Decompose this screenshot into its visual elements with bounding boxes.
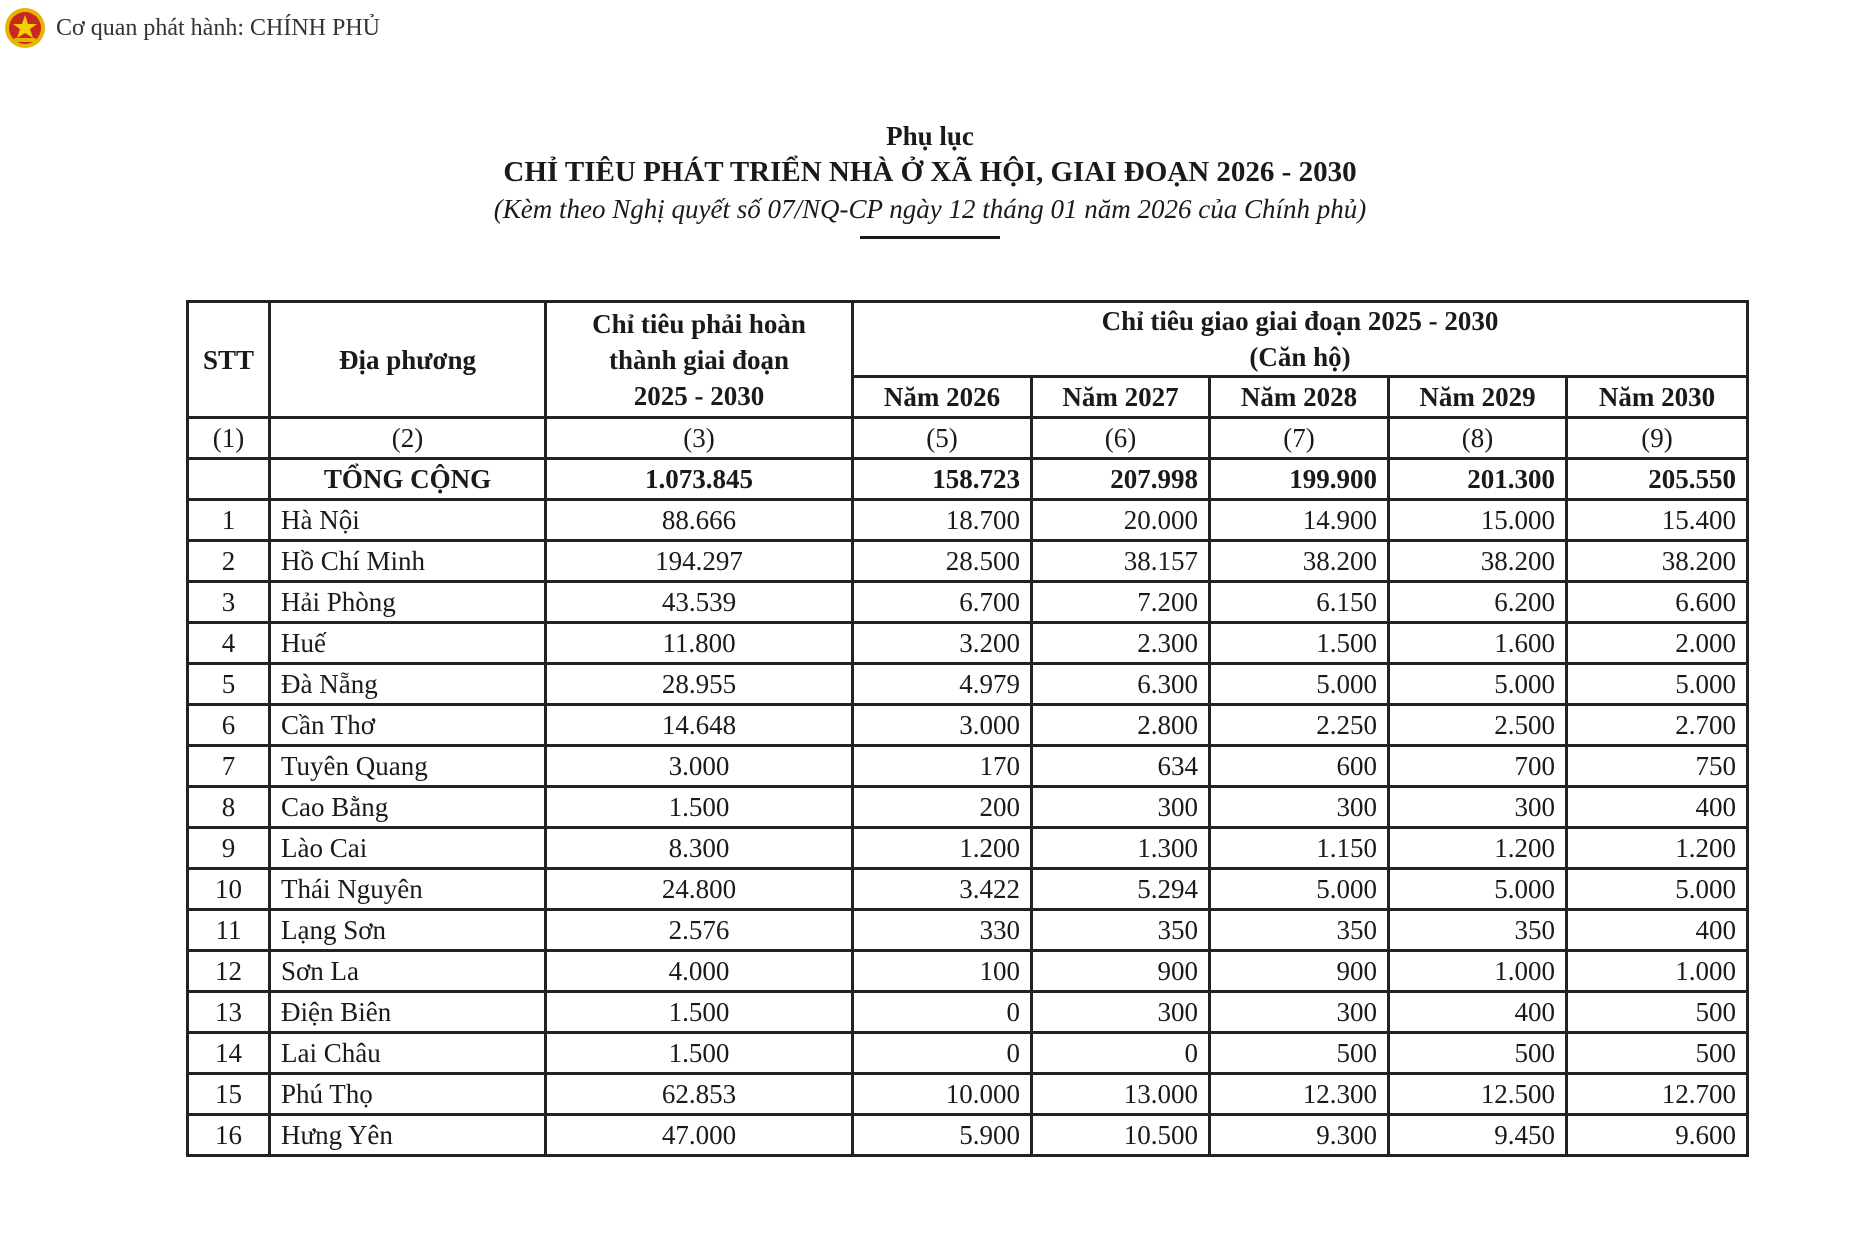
row-year-value: 38.200: [1389, 541, 1567, 582]
column-number: (7): [1210, 418, 1389, 459]
row-stt: 7: [188, 746, 270, 787]
row-locality: Điện Biên: [270, 992, 546, 1033]
table-row: [188, 910, 1748, 951]
row-year-value: 1.200: [853, 828, 1032, 869]
row-stt: 9: [188, 828, 270, 869]
issuer-bar: [4, 6, 380, 50]
header-target-line: Chỉ tiêu phải hoàn: [592, 308, 806, 339]
row-stt: 14: [188, 1033, 270, 1074]
column-number: (8): [1389, 418, 1567, 459]
row-year-value: 900: [1032, 951, 1210, 992]
row-target: 194.297: [546, 541, 853, 582]
row-locality: Cần Thơ: [270, 705, 546, 746]
row-year-value: 38.200: [1210, 541, 1389, 582]
row-target: 28.955: [546, 664, 853, 705]
row-year-value: 9.600: [1567, 1115, 1748, 1156]
row-year-value: 0: [853, 1033, 1032, 1074]
column-number: (6): [1032, 418, 1210, 459]
row-target: 3.000: [546, 746, 853, 787]
row-locality: Hồ Chí Minh: [270, 541, 546, 582]
row-year-value: 400: [1567, 787, 1748, 828]
row-target: 4.000: [546, 951, 853, 992]
table-row: [188, 992, 1748, 1033]
row-year-value: 0: [1032, 1033, 1210, 1074]
total-value: 201.300: [1389, 459, 1567, 500]
row-year-value: 12.300: [1210, 1074, 1389, 1115]
row-year-value: 10.000: [853, 1074, 1032, 1115]
document-heading: [0, 118, 1860, 239]
header-yearly-group: [853, 302, 1748, 377]
row-target: 11.800: [546, 623, 853, 664]
row-year-value: 300: [1032, 787, 1210, 828]
row-year-value: 170: [853, 746, 1032, 787]
row-year-value: 3.422: [853, 869, 1032, 910]
row-year-value: 28.500: [853, 541, 1032, 582]
row-locality: Hưng Yên: [270, 1115, 546, 1156]
row-year-value: 300: [1389, 787, 1567, 828]
header-year: Năm 2027: [1032, 377, 1210, 418]
row-target: 47.000: [546, 1115, 853, 1156]
column-number: (9): [1567, 418, 1748, 459]
row-year-value: 2.500: [1389, 705, 1567, 746]
row-year-value: 200: [853, 787, 1032, 828]
row-year-value: 5.000: [1389, 869, 1567, 910]
row-target: 14.648: [546, 705, 853, 746]
row-year-value: 38.200: [1567, 541, 1748, 582]
row-stt: 10: [188, 869, 270, 910]
header-locality: Địa phương: [270, 302, 546, 418]
row-year-value: 5.294: [1032, 869, 1210, 910]
row-stt: 15: [188, 1074, 270, 1115]
row-year-value: 350: [1210, 910, 1389, 951]
row-year-value: 1.150: [1210, 828, 1389, 869]
table-row: [188, 869, 1748, 910]
table-row: [188, 1033, 1748, 1074]
row-stt: 16: [188, 1115, 270, 1156]
row-year-value: 12.700: [1567, 1074, 1748, 1115]
row-year-value: 5.000: [1210, 664, 1389, 705]
total-value: 205.550: [1567, 459, 1748, 500]
row-stt: 4: [188, 623, 270, 664]
row-year-value: 400: [1389, 992, 1567, 1033]
row-year-value: 13.000: [1032, 1074, 1210, 1115]
row-year-value: 5.000: [1567, 869, 1748, 910]
row-year-value: 6.600: [1567, 582, 1748, 623]
row-year-value: 1.000: [1389, 951, 1567, 992]
table-row: [188, 664, 1748, 705]
row-locality: Tuyên Quang: [270, 746, 546, 787]
row-target: 62.853: [546, 1074, 853, 1115]
title-divider: [860, 236, 1000, 239]
row-year-value: 500: [1210, 1033, 1389, 1074]
column-number-row: [188, 418, 1748, 459]
row-locality: Cao Bằng: [270, 787, 546, 828]
table-row: [188, 746, 1748, 787]
row-year-value: 400: [1567, 910, 1748, 951]
header-target-line: 2025 - 2030: [633, 380, 765, 411]
row-year-value: 15.400: [1567, 500, 1748, 541]
table-row: [188, 705, 1748, 746]
row-year-value: 700: [1389, 746, 1567, 787]
row-stt: 12: [188, 951, 270, 992]
column-number: (1): [188, 418, 270, 459]
row-year-value: 18.700: [853, 500, 1032, 541]
table-row: [188, 1115, 1748, 1156]
row-year-value: 500: [1567, 992, 1748, 1033]
row-year-value: 900: [1210, 951, 1389, 992]
row-locality: Lai Châu: [270, 1033, 546, 1074]
table-row: [188, 582, 1748, 623]
column-number: (3): [546, 418, 853, 459]
row-year-value: 6.700: [853, 582, 1032, 623]
row-year-value: 2.300: [1032, 623, 1210, 664]
row-year-value: 1.000: [1567, 951, 1748, 992]
row-year-value: 2.700: [1567, 705, 1748, 746]
row-target: 8.300: [546, 828, 853, 869]
row-target: 2.576: [546, 910, 853, 951]
table-row: [188, 500, 1748, 541]
row-target: 24.800: [546, 869, 853, 910]
row-locality: Lạng Sơn: [270, 910, 546, 951]
total-row: [188, 459, 1748, 500]
row-year-value: 500: [1389, 1033, 1567, 1074]
document-subtitle: (Kèm theo Nghị quyết số 07/NQ-CP ngày 12 tháng 01 năm 2026 của Chính phủ): [493, 194, 1367, 224]
row-year-value: 0: [853, 992, 1032, 1033]
row-locality: Phú Thọ: [270, 1074, 546, 1115]
table-row: [188, 623, 1748, 664]
housing-target-table: [186, 300, 1749, 1157]
row-locality: Thái Nguyên: [270, 869, 546, 910]
total-value: 158.723: [853, 459, 1032, 500]
total-label: TỔNG CỘNG: [270, 459, 546, 500]
document-title: CHỈ TIÊU PHÁT TRIỂN NHÀ Ở XÃ HỘI, GIAI ĐOẠN 2026 - 2030: [503, 156, 1357, 188]
row-locality: Lào Cai: [270, 828, 546, 869]
header-row-1: [188, 302, 1748, 377]
row-year-value: 14.900: [1210, 500, 1389, 541]
row-year-value: 634: [1032, 746, 1210, 787]
total-value: 199.900: [1210, 459, 1389, 500]
row-target: 1.500: [546, 992, 853, 1033]
header-stt: STT: [188, 302, 270, 418]
row-year-value: 7.200: [1032, 582, 1210, 623]
row-year-value: 350: [1389, 910, 1567, 951]
row-locality: Sơn La: [270, 951, 546, 992]
row-year-value: 5.000: [1210, 869, 1389, 910]
row-year-value: 38.157: [1032, 541, 1210, 582]
header-group-unit: (Căn hộ): [1249, 342, 1351, 372]
row-year-value: 1.200: [1567, 828, 1748, 869]
row-year-value: 3.000: [853, 705, 1032, 746]
row-year-value: 9.300: [1210, 1115, 1389, 1156]
table-row: [188, 541, 1748, 582]
row-target: 1.500: [546, 787, 853, 828]
row-stt: 8: [188, 787, 270, 828]
table-row: [188, 787, 1748, 828]
row-year-value: 1.500: [1210, 623, 1389, 664]
table-row: [188, 1074, 1748, 1115]
row-stt: 2: [188, 541, 270, 582]
row-stt: 3: [188, 582, 270, 623]
row-year-value: 4.979: [853, 664, 1032, 705]
row-stt: 13: [188, 992, 270, 1033]
row-year-value: 350: [1032, 910, 1210, 951]
row-year-value: 600: [1210, 746, 1389, 787]
row-year-value: 1.600: [1389, 623, 1567, 664]
row-locality: Hà Nội: [270, 500, 546, 541]
row-year-value: 300: [1032, 992, 1210, 1033]
row-target: 88.666: [546, 500, 853, 541]
row-stt: 6: [188, 705, 270, 746]
header-year: Năm 2028: [1210, 377, 1389, 418]
row-locality: Đà Nẵng: [270, 664, 546, 705]
header-target-line: thành giai đoạn: [608, 344, 790, 375]
row-year-value: 20.000: [1032, 500, 1210, 541]
row-year-value: 9.450: [1389, 1115, 1567, 1156]
row-year-value: 2.000: [1567, 623, 1748, 664]
row-year-value: 5.900: [853, 1115, 1032, 1156]
header-group-title: Chỉ tiêu giao giai đoạn 2025 - 2030: [1101, 306, 1499, 336]
appendix-label: Phụ lục: [886, 121, 974, 151]
row-year-value: 1.200: [1389, 828, 1567, 869]
row-year-value: 6.150: [1210, 582, 1389, 623]
row-year-value: 3.200: [853, 623, 1032, 664]
row-year-value: 6.300: [1032, 664, 1210, 705]
header-year: Năm 2026: [853, 377, 1032, 418]
issuer-text: Cơ quan phát hành: CHÍNH PHỦ: [56, 14, 380, 41]
row-year-value: 15.000: [1389, 500, 1567, 541]
column-number: (2): [270, 418, 546, 459]
row-stt: 1: [188, 500, 270, 541]
row-year-value: 5.000: [1567, 664, 1748, 705]
row-stt: 11: [188, 910, 270, 951]
row-locality: Huế: [270, 623, 546, 664]
row-year-value: 2.800: [1032, 705, 1210, 746]
row-year-value: 1.300: [1032, 828, 1210, 869]
row-year-value: 330: [853, 910, 1032, 951]
row-year-value: 300: [1210, 992, 1389, 1033]
row-target: 43.539: [546, 582, 853, 623]
row-year-value: 12.500: [1389, 1074, 1567, 1115]
row-year-value: 10.500: [1032, 1115, 1210, 1156]
row-locality: Hải Phòng: [270, 582, 546, 623]
row-year-value: 5.000: [1389, 664, 1567, 705]
table-row: [188, 828, 1748, 869]
row-year-value: 500: [1567, 1033, 1748, 1074]
column-number: (5): [853, 418, 1032, 459]
total-target: 1.073.845: [546, 459, 853, 500]
row-year-value: 750: [1567, 746, 1748, 787]
row-year-value: 300: [1210, 787, 1389, 828]
row-year-value: 2.250: [1210, 705, 1389, 746]
header-target: [546, 302, 853, 418]
total-stt-cell: [188, 459, 270, 500]
row-year-value: 6.200: [1389, 582, 1567, 623]
state-emblem-icon: [4, 7, 46, 49]
row-target: 1.500: [546, 1033, 853, 1074]
row-stt: 5: [188, 664, 270, 705]
total-value: 207.998: [1032, 459, 1210, 500]
row-year-value: 100: [853, 951, 1032, 992]
header-year: Năm 2029: [1389, 377, 1567, 418]
table-row: [188, 951, 1748, 992]
header-year: Năm 2030: [1567, 377, 1748, 418]
